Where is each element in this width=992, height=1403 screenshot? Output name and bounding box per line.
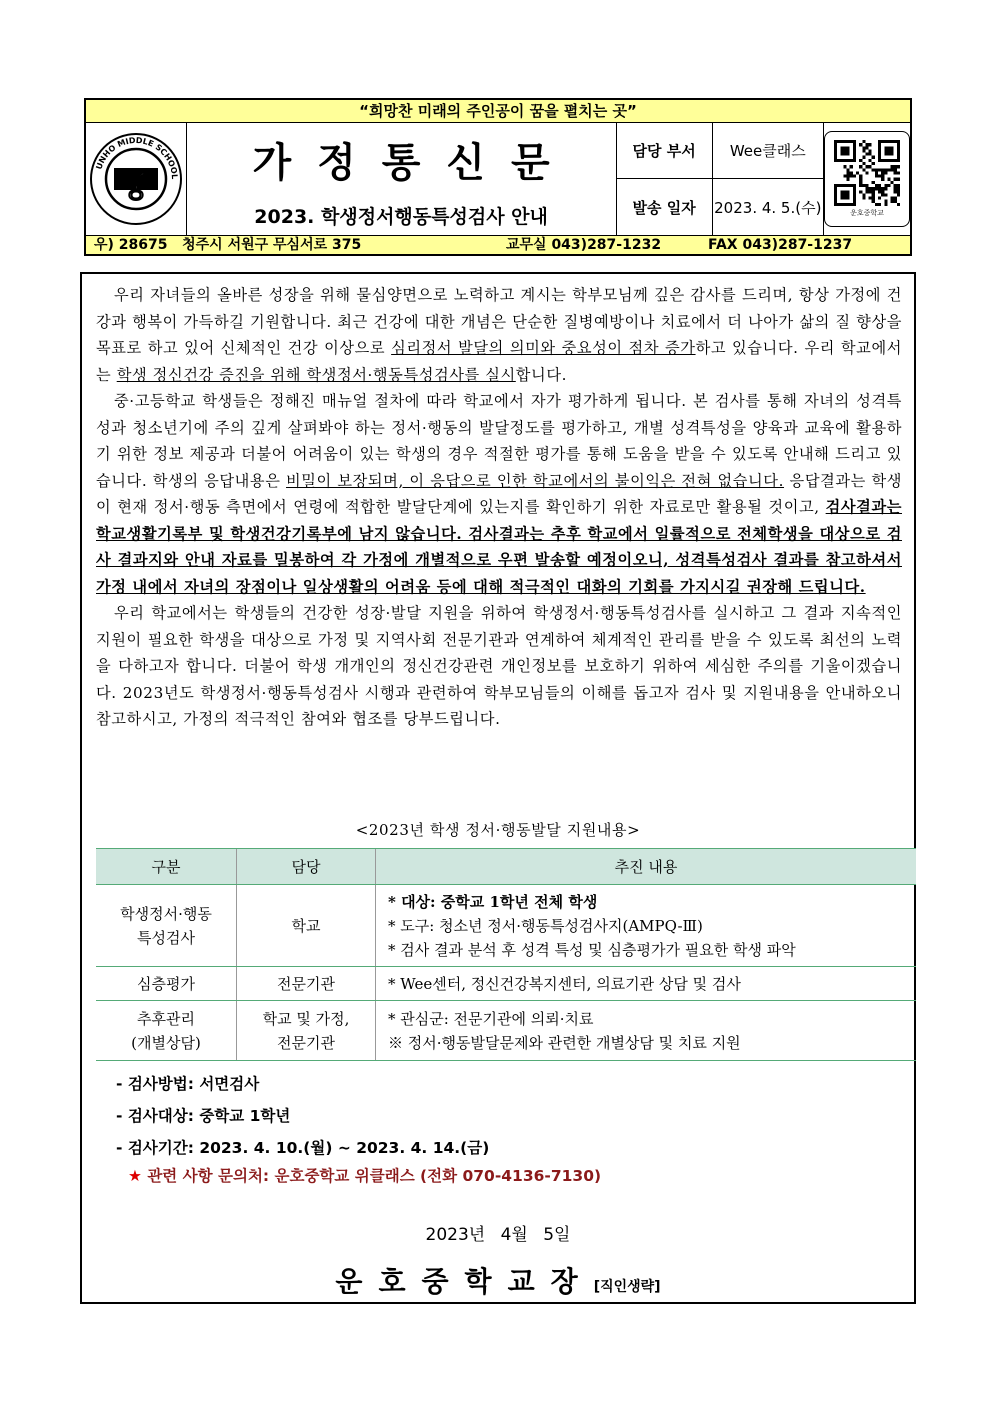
content-item: * 도구: 청소년 정서·행동특성검사지(AMPQ-Ⅲ): [388, 916, 703, 935]
p2-underline-1: 비밀이 보장되며, 이 응답으로 인한 학교에서의 불이익은 전혀 없습니다.: [286, 471, 785, 490]
target-value: 중학교 1학년: [199, 1107, 291, 1125]
content-item: ※ 정서·행동발달문제와 관련한 개별상담 및 치료 지원: [388, 1033, 741, 1052]
p2-bold-underline: 검사결과는 학교생활기록부 및 학생건강기록부에 남지 않습니다. 검사결과는 추후 학교에서 일률적으로 전체학생을 대상으로 검사 결과지와 안내 자료를 밀봉하여 각 가정에 개별적으로 우편 발송할 예정이오니, 성격특성검사 결과를 참고하셔서 가정 내에서 자녀의 장점이나 일상생활의 어려움 등에 대해 적극적인 대화의 기회를 가지시길 권장해 드립니다.: [96, 498, 902, 596]
row-category: 심층평가: [96, 967, 237, 1001]
row-content: [376, 885, 917, 967]
period-value: 2023. 4. 10.(월) ~ 2023. 4. 14.(금): [199, 1139, 490, 1157]
school-address: 우) 28675 청주시 서원구 무심서로 375: [94, 237, 362, 253]
table-row: [96, 967, 916, 1001]
info-cell: [617, 123, 824, 235]
fax-number: FAX 043)287-1237: [708, 237, 853, 253]
newsletter-title: 가정통신문: [252, 139, 576, 186]
qr-cell: [824, 123, 910, 235]
star-icon: ★: [128, 1167, 142, 1185]
row-content: [376, 1001, 917, 1061]
p1-text-a: 우리 자녀들의 올바른 성장을 위해 물심양면으로 노력하고 계시는 학부모님께 깊은 감사를 드리며, 항상 가정에 건강과 행복이 가득하길 기원합니다. 최근 건강에 대한 개념은 단순한 질병예방이나 치료에서 더 나아가 삶의 질 향상을 목표로 하고 있어 신체적인 건강 이상으로: [96, 286, 902, 357]
intro-text: [96, 282, 902, 733]
p2-text-b: 응답결과는 학생이 현재 정서·행동 측면에서 연령에 적합한 발달단계에 있는지를 확인하기 위한 자료로만 활용될 것이고,: [96, 471, 902, 516]
date-row: [617, 179, 823, 235]
issue-date: 2023년 4월 5일: [425, 1225, 571, 1245]
content-item: * Wee센터, 정신건강복지센터, 의료기관 상담 및 검사: [388, 974, 741, 993]
content-item: * 관심군: 전문기관에 의뢰·치료: [388, 1009, 594, 1028]
logo-cell: [86, 123, 187, 235]
row-owner: 학교: [237, 885, 376, 967]
table-row: [96, 1001, 916, 1061]
qr-caption: 운호중학교: [850, 209, 884, 217]
principal-name: 운호중학교장: [335, 1265, 594, 1298]
header-category: 구분: [96, 849, 237, 885]
emblem-center-char: 중: [121, 170, 151, 205]
p1-text-c: 합니다.: [515, 365, 568, 384]
school-emblem-icon: [88, 131, 184, 227]
p1-underline-1: 심리정서 발달의 의미와 중요성이 점차 증가: [391, 339, 696, 357]
table-row: [96, 885, 916, 967]
category-text: 추후관리 (개별상담): [131, 1009, 201, 1052]
dept-value: Wee클래스: [729, 142, 806, 160]
detail-method: [116, 1068, 489, 1100]
table-header-row: [96, 849, 916, 885]
date-label: 발송 일자: [617, 179, 713, 235]
content-item: * 대상: 중학교 1학년 전체 학생: [388, 892, 598, 911]
header-main-row: [86, 123, 910, 236]
paragraph-1: [96, 282, 902, 388]
title-cell: [187, 123, 617, 235]
date-value: 2023. 4. 5.(수): [714, 198, 822, 217]
category-text: 학생정서·행동 특성검사: [120, 904, 212, 947]
detail-period: [116, 1132, 489, 1164]
qr-code-box[interactable]: [824, 131, 910, 227]
p1-underline-2: 학생 정신건강 증진을 위해 학생정서·행동특성검사를 실시: [116, 365, 516, 384]
dept-label: 담당 부서: [617, 123, 713, 178]
header-owner: 담당: [237, 849, 376, 885]
header-content: 추진 내용: [376, 849, 917, 885]
qr-code-icon: [834, 140, 900, 206]
office-phone: 교무실 043)287-1232: [506, 237, 662, 253]
row-category: [96, 1001, 237, 1061]
seal-omitted: [직인생략]: [593, 1279, 661, 1295]
p2-text-a: 중·고등학교 학생들은 정해진 매뉴얼 절차에 따라 학교에서 자가 평가하게 됩니다. 본 검사를 통해 자녀의 성격특성과 청소년기에 주의 깊게 살펴봐야 하는 정서·행동의 발달정도를 평가하고, 개별 성격특성을 양육과 교육에 활용하기 위한 정보 제공과 더불어 어려움이 있는 학생의 경우 적절한 평가를 통해 도움을 받을 수 있도록 안내해 드리고 있습니다. 학생의 응답내용은: [96, 392, 902, 490]
letter-header: [84, 98, 912, 256]
row-category: [96, 885, 237, 967]
paragraph-2: [96, 388, 902, 600]
target-label: - 검사대상:: [116, 1107, 194, 1125]
paragraph-3: 우리 학교에서는 학생들의 건강한 성장·발달 지원을 위하여 학생정서·행동특성검사를 실시하고 그 결과 지속적인 지원이 필요한 학생을 대상으로 가정 및 지역사회 전문기관과 연계하여 체계적인 관리를 받을 수 있도록 최선의 노력을 다하고자 합니다. 더불어 학생 개개인의 정신건강관련 개인정보를 보호하기 위하여 세심한 주의를 기울이겠습니다. 2023년도 학생정서·행동특성검사 시행과 관련하여 학부모님들의 이해를 돕고자 검사 및 지원내용을 안내하오니 참고하시고, 가정의 적극적인 참여와 협조를 당부드립니다.: [96, 604, 902, 728]
p1-text-b: 하고 있습니다. 우리 학교에서는: [96, 339, 902, 384]
table-title: <2023년 학생 정서·행동발달 지원내용>: [355, 821, 641, 839]
row-owner: [237, 1001, 376, 1061]
support-table: [96, 848, 916, 1061]
address-row: [86, 236, 910, 254]
content-item: * 검사 결과 분석 후 성격 특성 및 심층평가가 필요한 학생 파악: [388, 940, 796, 959]
row-owner: 전문기관: [237, 967, 376, 1001]
contact-line: [128, 1164, 601, 1186]
detail-target: [116, 1100, 489, 1132]
school-slogan: “희망찬 미래의 주인공이 꿈을 펼치는 곳”: [86, 100, 910, 123]
principal-signature: [82, 1260, 914, 1300]
method-value: 서면검사: [199, 1075, 260, 1093]
newsletter-subtitle: 2023. 학생정서행동특성검사 안내: [254, 206, 548, 228]
contact-text: 관련 사항 문의처: 운호중학교 위클래스 (전화 070-4136-7130): [147, 1167, 602, 1185]
row-content: [376, 967, 917, 1001]
period-label: - 검사기간:: [116, 1139, 194, 1157]
method-label: - 검사방법:: [116, 1075, 194, 1093]
dept-row: [617, 123, 823, 179]
test-details: [116, 1068, 489, 1164]
owner-text: 학교 및 가정, 전문기관: [262, 1009, 350, 1052]
emblem-ring-text: UNHO MIDDLE SCHOOL: [94, 135, 179, 180]
letter-body: [80, 272, 916, 1304]
